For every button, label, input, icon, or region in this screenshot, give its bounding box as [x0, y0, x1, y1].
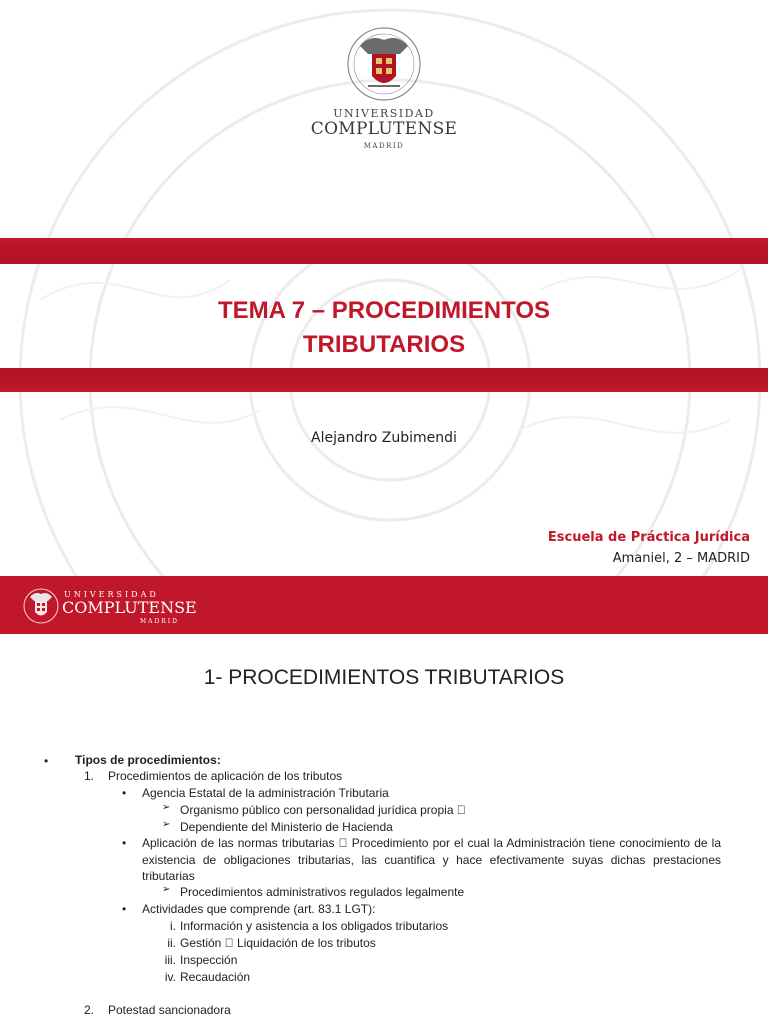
slide-title-line1: TEMA 7 – PROCEDIMIENTOS: [217, 297, 551, 324]
arrow-bullet-icon: ➢: [162, 884, 171, 895]
slide-title: [0, 294, 768, 362]
item1-number: 1.: [84, 769, 95, 783]
item2-text: Potestad sancionadora: [108, 1003, 231, 1017]
university-name-line1: UNIVERSIDAD: [333, 107, 435, 120]
roman-item: Información y asistencia a los obligados tributarios: [180, 919, 449, 933]
red-band-top: [0, 238, 768, 264]
roman-number: iv.: [164, 970, 176, 984]
sub1b-text: Dependiente del Ministerio de Hacienda: [180, 820, 393, 834]
slide-title-line2: TRIBUTARIOS: [302, 331, 466, 358]
bullet-dot-icon: •: [122, 836, 127, 850]
sub3-text: Actividades que comprende (art. 83.1 LGT):: [142, 902, 376, 916]
item1-text: Procedimientos de aplicación de los tributos: [108, 769, 343, 783]
university-name-line2: COMPLUTENSE: [310, 119, 458, 139]
school-name: Escuela de Práctica Jurídica: [547, 530, 750, 545]
sub1a-text: Organismo público con personalidad jurídica propia: [180, 803, 454, 817]
item2-number: 2.: [84, 1003, 95, 1017]
roman-item: Gestión Liquidación de los tributos: [180, 936, 364, 950]
sub1-text: Agencia Estatal de la administración Tributaria: [142, 786, 389, 800]
roman-item: Inspección: [180, 953, 238, 967]
university-crest-icon: [346, 24, 422, 106]
roman-number: i.: [170, 919, 176, 933]
roman-item: Recaudación: [180, 970, 251, 984]
bullet-dot-icon: •: [122, 786, 127, 800]
roman-number: iii.: [164, 953, 176, 967]
arrow-bullet-icon: ➢: [162, 802, 171, 813]
bullet-dot-icon: •: [122, 902, 127, 916]
section-title: 1- PROCEDIMIENTOS TRIBUTARIOS: [203, 666, 565, 689]
school-address: Amaniel, 2 – MADRID: [612, 551, 750, 566]
university-crest-small-icon: [22, 585, 60, 627]
arrow-bullet-icon: ➢: [162, 819, 171, 830]
red-band-bottom: [0, 368, 768, 392]
header-logo-line3: MADRID: [140, 618, 179, 625]
slide-header-band: [0, 576, 768, 634]
author-name: Alejandro Zubimendi: [311, 430, 457, 446]
header-logo-line1: UNIVERSIDAD: [64, 590, 159, 599]
list-heading: Tipos de procedimientos:: [75, 753, 221, 767]
header-logo-line2: COMPLUTENSE: [62, 598, 197, 617]
bullet-dot-icon: •: [44, 754, 49, 768]
roman-number: ii.: [167, 936, 176, 950]
university-name-line3: MADRID: [363, 142, 405, 150]
sub2a-text: Procedimientos administrativos regulados legalmente: [180, 885, 465, 899]
sub2-text: Aplicación de las normas tributarias Procedimiento por el cual la Administración tiene conocimiento de la existencia de obligaciones tributarias, las cuantifica y hace efectivamente suyas dichas prestaciones tributarias: [142, 836, 721, 883]
content-slide: [0, 576, 768, 1024]
